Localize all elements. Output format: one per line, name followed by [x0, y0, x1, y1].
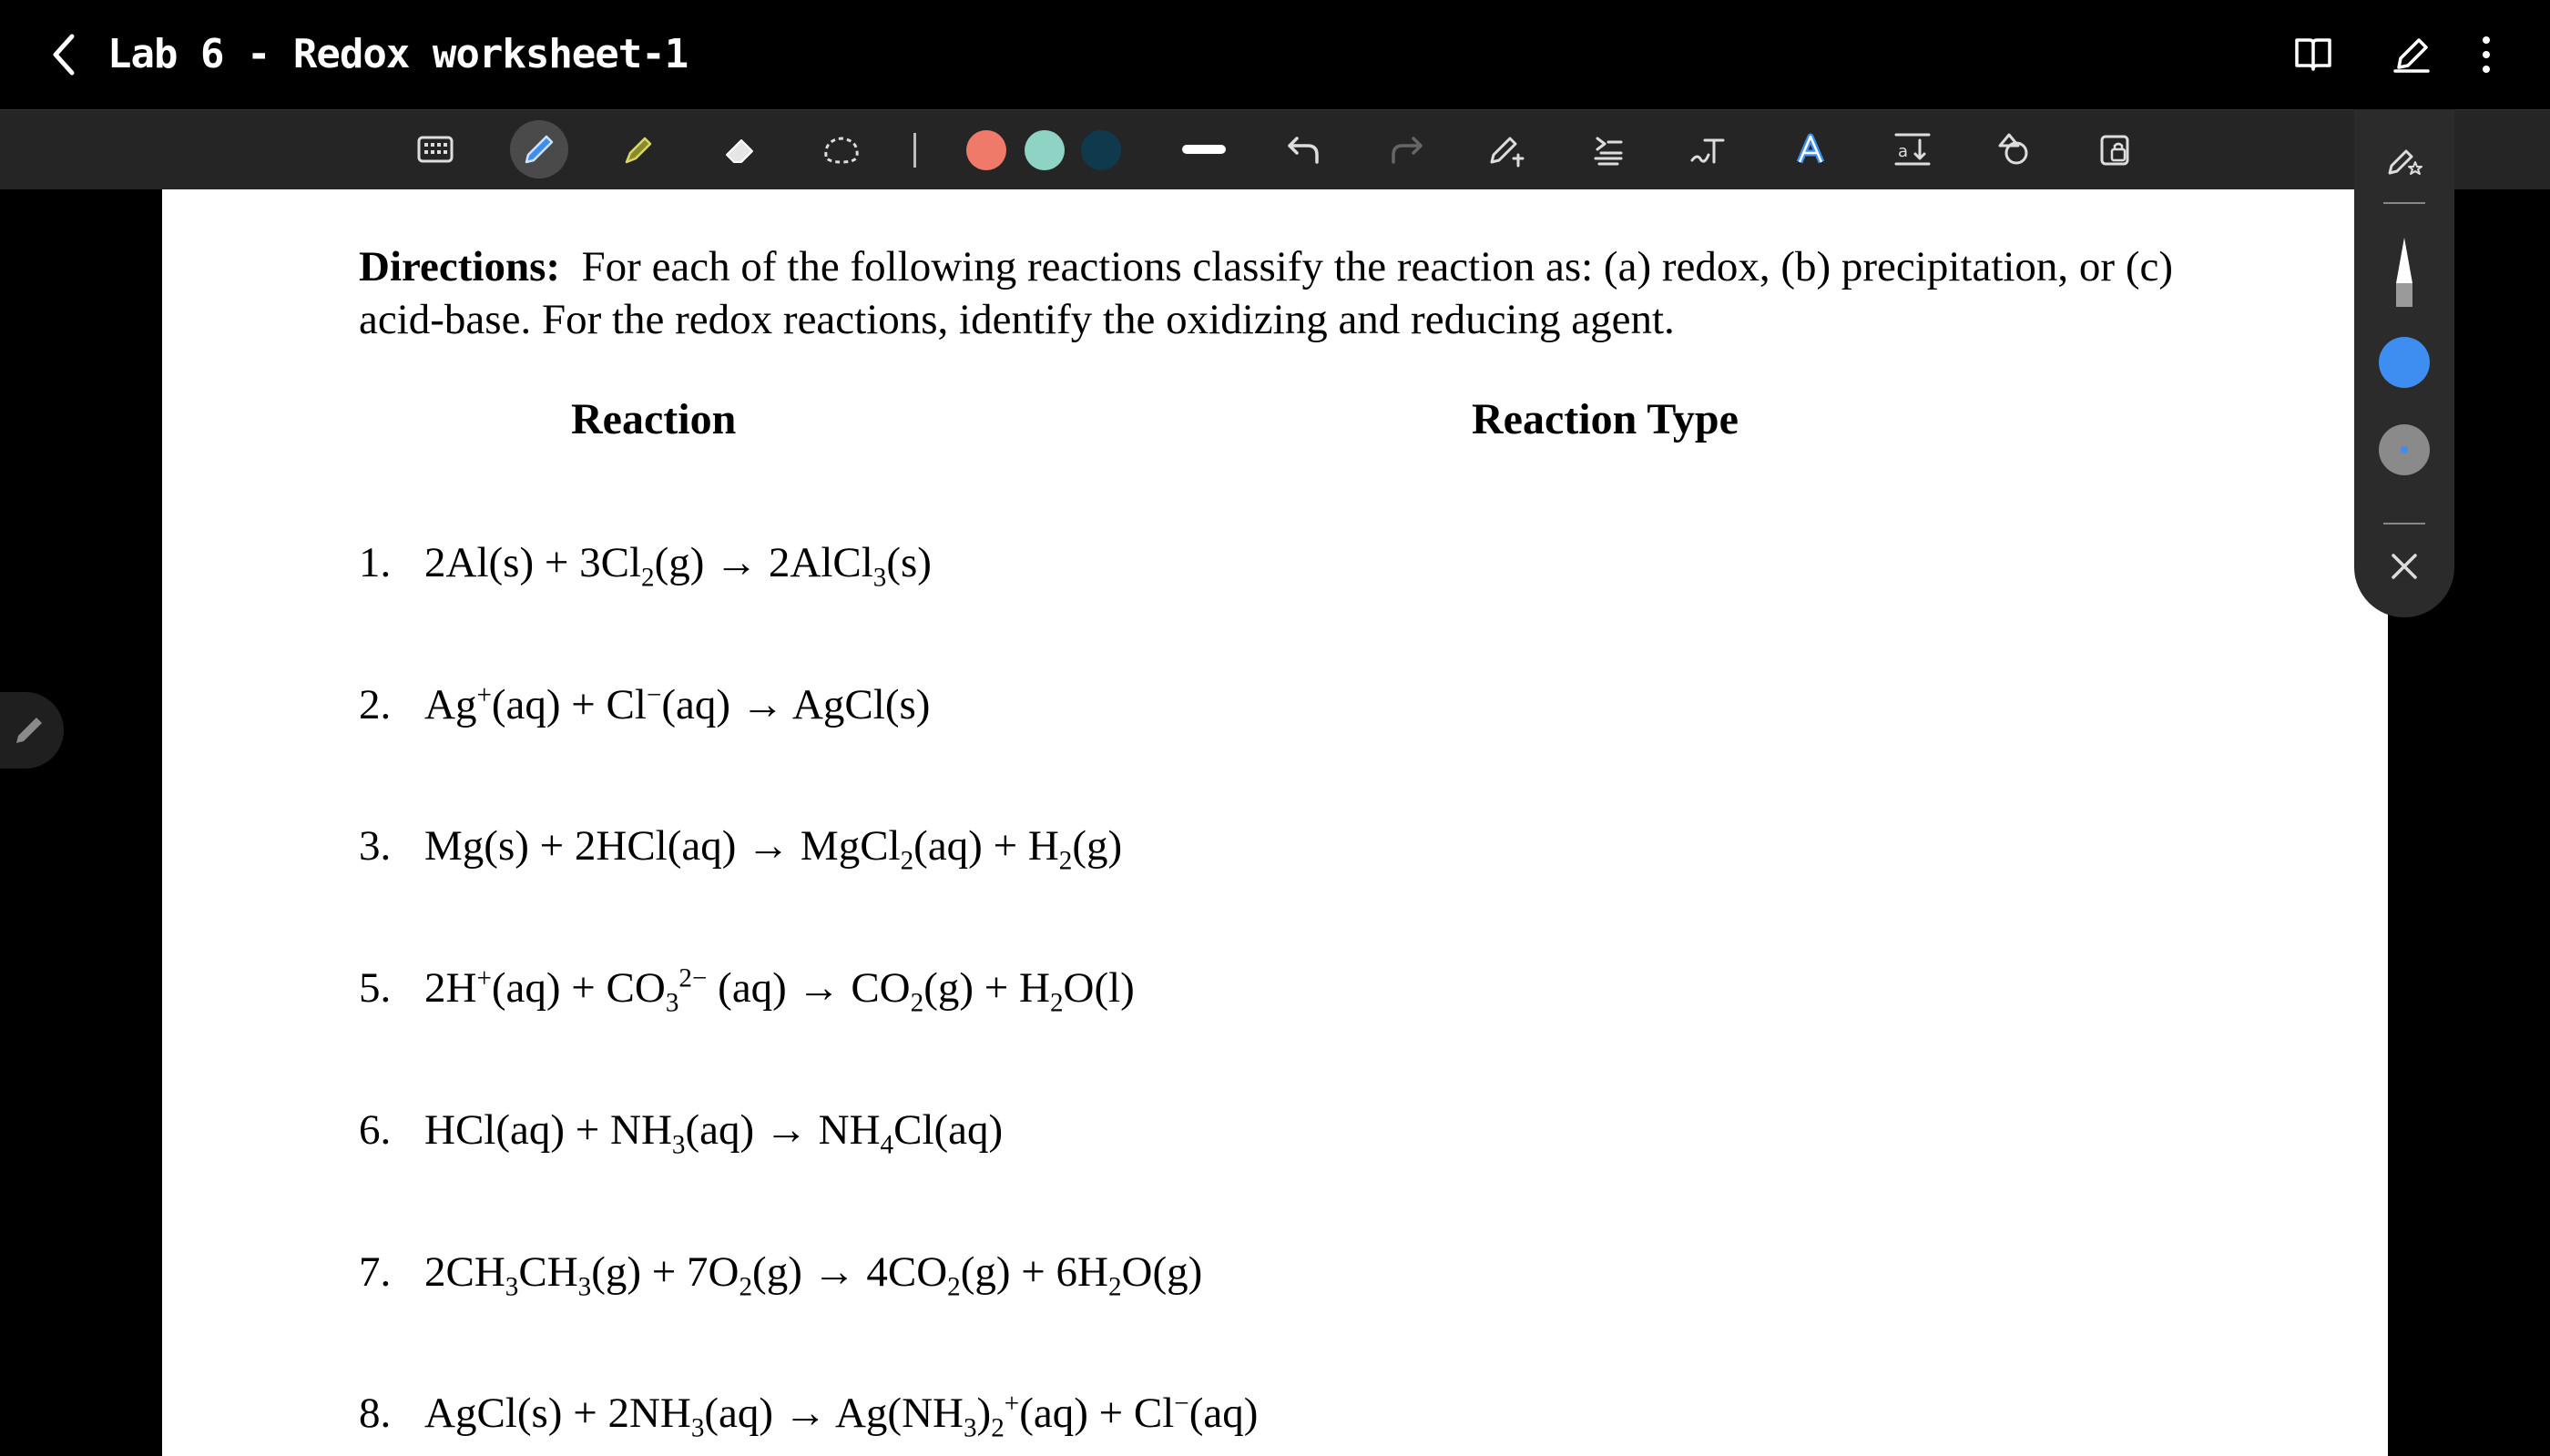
undo-icon [1286, 131, 1322, 168]
reaction-number: 2. [359, 681, 392, 728]
book-view-button[interactable] [2286, 27, 2341, 82]
chevron-left-icon [50, 33, 77, 76]
more-vertical-icon [2481, 35, 2492, 75]
lasso-tool[interactable] [812, 120, 871, 178]
column-header-reaction: Reaction [571, 395, 737, 443]
pen-mode-button[interactable] [2384, 27, 2439, 82]
reaction-row [359, 1245, 1203, 1302]
reaction-equation: Mg(s) + 2HCl(aq) → MgCl$_2$(aq) + $H_2(g)$ [424, 822, 1123, 876]
handwriting-button[interactable] [1679, 120, 1738, 178]
reaction-equation: $2CH_3CH_3(g) + 7O_2(g) \to 4CO_2(g) + 6H_2O(g)$ [424, 1248, 1203, 1302]
fountain-pen-button[interactable] [2354, 231, 2454, 313]
close-panel-button[interactable] [2354, 539, 2454, 594]
pen-size-button[interactable] [2354, 421, 2454, 479]
color-swatch-coral[interactable] [966, 130, 1006, 170]
back-button[interactable] [36, 27, 91, 82]
text-spacing-icon [1892, 131, 1933, 168]
pen-mode-icon [2392, 35, 2432, 75]
title-bar [0, 0, 2550, 109]
highlighter-icon [621, 131, 658, 168]
more-options-button[interactable] [2459, 27, 2514, 82]
directions-text: For each of the following reactions classify the reaction as: (a) redox, (b) precipitation, or (c) acid-base. For the redox reactions, identify the oxidizing and reducing agent. [359, 243, 2173, 343]
reaction-row [359, 961, 1135, 1018]
reaction-number: 7. [359, 1248, 392, 1296]
pencil-icon [11, 712, 47, 748]
reaction-number: 1. [359, 539, 392, 586]
reaction-row [359, 677, 930, 732]
panel-divider [2383, 523, 2425, 524]
redo-button[interactable] [1377, 120, 1435, 178]
document-title: Lab 6 - Redox worksheet-1 [107, 31, 688, 77]
reaction-row [359, 819, 1123, 876]
shape-button[interactable] [1984, 120, 2042, 178]
handwriting-icon [1688, 131, 1729, 168]
eraser-tool[interactable] [710, 120, 769, 178]
pen-settings-icon [2384, 142, 2424, 178]
pen-to-text-button[interactable] [1477, 120, 1535, 178]
align-text-button[interactable] [1579, 120, 1637, 178]
directions-label: Directions: [359, 243, 561, 290]
lock-button[interactable] [2086, 120, 2144, 178]
edge-pen-handle[interactable] [0, 692, 64, 769]
color-swatch-navy[interactable] [1081, 130, 1121, 170]
pen-floating-panel [2354, 109, 2454, 617]
shape-icon [1994, 131, 2031, 168]
document-page[interactable] [162, 189, 2388, 1456]
redo-icon [1388, 131, 1424, 168]
book-view-icon [2293, 36, 2333, 73]
directions-paragraph [359, 240, 2226, 346]
pen-to-text-icon [1486, 129, 1526, 169]
panel-divider [2383, 202, 2425, 204]
eraser-dot [2379, 424, 2430, 475]
reaction-row [359, 1386, 1258, 1441]
text-spacing-button[interactable] [1883, 120, 1942, 178]
lasso-icon [821, 131, 862, 168]
reaction-equation: $2Al(s) + 3Cl_2(g)$ → 2AlCl$_3$(s) [424, 539, 932, 593]
fountain-pen-icon [2392, 236, 2416, 309]
stroke-width-button[interactable] [1175, 120, 1233, 178]
highlighter-tool[interactable] [610, 120, 668, 178]
svg-text:a: a [1898, 142, 1909, 161]
reaction-number: 8. [359, 1390, 392, 1437]
reaction-number: 3. [359, 822, 392, 870]
pen-tool[interactable] [510, 120, 568, 178]
reaction-equation: Ag+(aq) + Cl−(aq) → AgCl(s) [424, 680, 931, 728]
undo-button[interactable] [1275, 120, 1333, 178]
color-swatch-mint[interactable] [1025, 130, 1065, 170]
close-icon [2390, 552, 2419, 581]
lock-icon [2096, 131, 2133, 168]
reaction-row [359, 535, 932, 593]
keyboard-icon [417, 134, 454, 165]
reaction-number: 5. [359, 964, 392, 1012]
text-style-button[interactable] [1781, 120, 1840, 178]
reaction-equation: $2H^+(aq) + CO_3^{2-}$ $(aq) \to CO_2(g) + H_2O(l)$ [424, 963, 1135, 1018]
keyboard-tool[interactable] [406, 120, 464, 178]
toolbar-divider [913, 133, 916, 168]
eraser-icon [721, 131, 758, 168]
reaction-equation: $HCl(aq) + NH_3(aq) \to NH_4Cl(aq)$ [424, 1106, 1004, 1160]
column-header-reaction-type: Reaction Type [1472, 395, 1739, 443]
pen-settings-button[interactable] [2354, 133, 2454, 188]
reaction-number: 6. [359, 1106, 392, 1154]
align-text-icon [1590, 131, 1627, 168]
color-dot [2379, 337, 2430, 388]
stroke-width-icon [1180, 140, 1228, 158]
reaction-equation: AgCl(s) + $2NH_3(aq) \to Ag(NH_3)_2^+(aq) + Cl^-(aq)$ [424, 1389, 1259, 1443]
text-style-icon [1792, 131, 1829, 168]
pen-color-button[interactable] [2354, 333, 2454, 392]
reaction-row [359, 1103, 1004, 1160]
pen-icon [521, 131, 557, 168]
